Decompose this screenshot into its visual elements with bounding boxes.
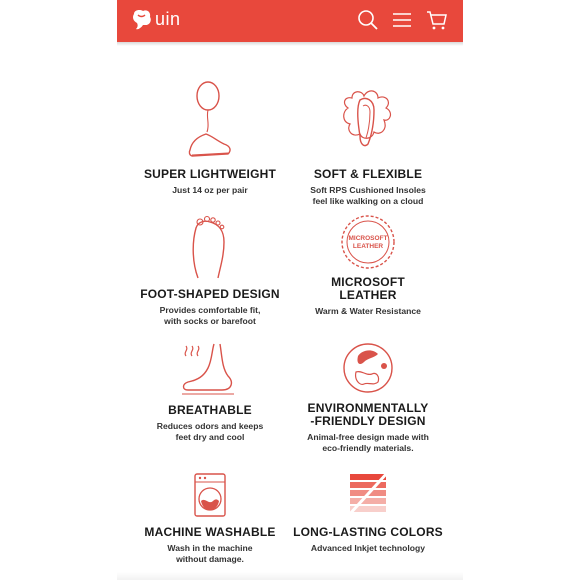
bottom-edge — [117, 572, 463, 580]
feature-title-line2: LEATHER — [339, 288, 397, 302]
feature-super-lightweight — [125, 78, 295, 196]
feature-desc — [283, 432, 453, 454]
balloon-shoe-icon — [170, 78, 250, 162]
feature-foot-shaped-design — [125, 212, 295, 327]
brand-logo-icon[interactable] — [131, 8, 153, 32]
feature-title-line1: MICROSOFT — [331, 275, 405, 289]
feature-desc — [125, 543, 295, 565]
feature-breathable — [125, 336, 295, 443]
feature-desc-line1: Animal-free design made with — [307, 432, 429, 442]
feature-desc-line1: Reduces odors and keeps — [156, 421, 264, 431]
feature-title: MACHINE WASHABLE — [144, 525, 276, 539]
feature-desc: Advanced Inkjet technology — [310, 543, 426, 553]
feature-desc: Warm & Water Resistance — [315, 306, 421, 316]
feature-environmentally-friendly — [283, 336, 453, 454]
feature-title: FOOT-SHAPED DESIGN — [140, 287, 280, 301]
feature-desc-line2: without damage. — [176, 554, 244, 564]
site-header — [117, 0, 463, 42]
breathing-foot-icon — [170, 336, 250, 398]
feature-desc-line2: eco-friendly materials. — [322, 443, 414, 453]
feature-desc-line2: with socks or barefoot — [164, 316, 256, 326]
feature-title-line1: ENVIRONMENTALLY — [307, 401, 429, 415]
feature-desc-line1: Wash in the machine — [167, 543, 253, 553]
insole-cloud-icon — [328, 78, 408, 162]
search-icon[interactable] — [357, 9, 379, 31]
feature-title — [283, 402, 453, 428]
feature-microsoft-leather — [283, 212, 453, 317]
page-frame — [117, 0, 463, 580]
washing-machine-icon — [170, 470, 250, 520]
badge-text-line1: MICROSOFT — [348, 235, 388, 242]
feature-soft-flexible — [283, 78, 453, 207]
leaf-globe-icon — [328, 336, 408, 398]
brand-name[interactable]: uin — [155, 9, 181, 29]
badge-text-line2: LEATHER — [352, 243, 384, 250]
feature-title — [283, 276, 453, 302]
feature-desc-line1: Provides comfortable fit, — [159, 305, 261, 315]
feature-desc — [283, 185, 453, 207]
microsoft-leather-badge-icon — [328, 212, 408, 272]
color-stripes-icon — [328, 470, 408, 520]
feature-machine-washable — [125, 470, 295, 565]
feature-desc-line2: feet dry and cool — [175, 432, 245, 442]
feature-desc — [125, 421, 295, 443]
feature-desc — [125, 305, 295, 327]
cart-icon[interactable] — [426, 9, 448, 31]
feature-title: SOFT & FLEXIBLE — [313, 167, 423, 181]
feature-title-line2: -FRIENDLY DESIGN — [310, 414, 426, 428]
feature-desc: Just 14 oz per pair — [172, 185, 248, 195]
feature-desc-line2: feel like walking on a cloud — [312, 196, 424, 206]
feature-title: SUPER LIGHTWEIGHT — [143, 167, 277, 181]
menu-icon[interactable] — [391, 9, 413, 31]
feature-title: BREATHABLE — [168, 403, 252, 417]
foot-outline-icon — [170, 212, 250, 282]
feature-desc-line1: Soft RPS Cushioned Insoles — [310, 185, 426, 195]
feature-title: LONG-LASTING COLORS — [293, 525, 443, 539]
feature-long-lasting-colors — [283, 470, 453, 554]
